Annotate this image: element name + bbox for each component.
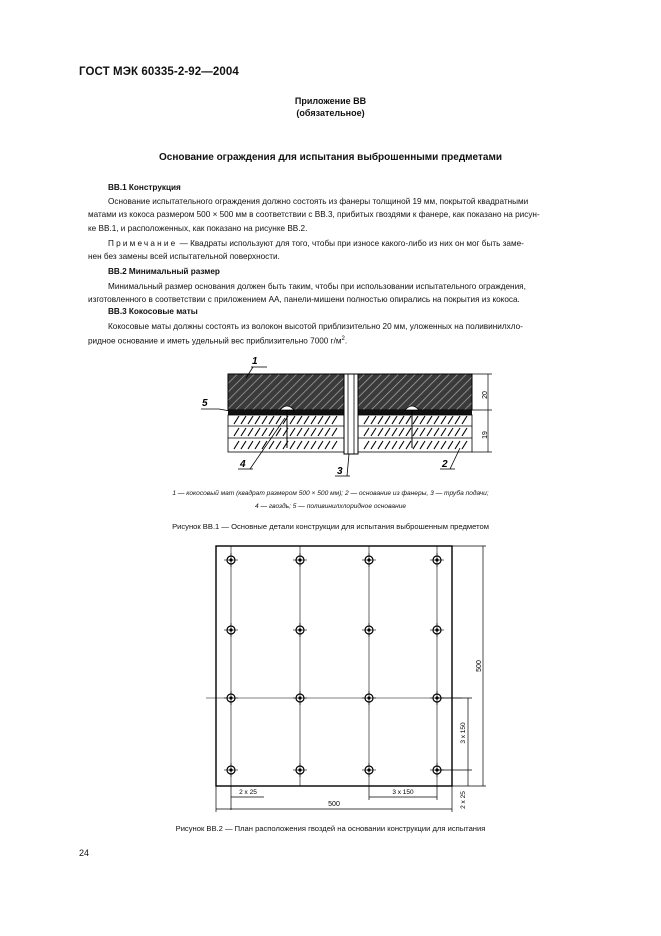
figure-bb1-drawing <box>0 350 661 490</box>
section-bb1-heading: ВВ.1 Конструкция <box>108 183 181 192</box>
annex-name: Приложение ВВ <box>294 96 367 106</box>
dim-right-mid: 3 x 150 <box>460 722 467 744</box>
label-1: 1 <box>252 356 258 367</box>
section-bb2-paragraph <box>88 280 613 307</box>
section-bb2-heading: ВВ.2 Минимальный размер <box>108 267 220 276</box>
bb1-line-2: матами из кокоса размером 500 × 500 мм в соответствии с ВВ.3, прибитых гвоздями к фанере, как показано на рисун- <box>88 210 540 220</box>
figure-bb1-caption: Рисунок ВВ.1 — Основные детали конструкции для испытания выброшенным предметом <box>172 522 489 531</box>
nail-marker <box>293 623 307 637</box>
dim-right-bottom: 2 x 25 <box>460 791 467 809</box>
dim-bottom-total: 500 <box>328 801 340 808</box>
bb3-superscript: 2 <box>341 336 345 343</box>
pvc-base-left <box>228 410 344 415</box>
label-4: 4 <box>240 459 246 470</box>
plywood-right <box>358 374 472 410</box>
label-3: 3 <box>337 466 343 477</box>
page-number: 24 <box>79 848 90 858</box>
nail-marker <box>224 623 238 637</box>
nail-marker <box>224 763 238 777</box>
figure-bb2-caption: Рисунок ВВ.2 — План расположения гвоздей на основании конструкции для испытания <box>175 824 486 833</box>
bb3-line-1: Кокосовые маты должны состоять из волокон высотой приблизительно 20 мм, уложенных на поливинилхло- <box>108 322 523 331</box>
nail-marker <box>224 553 238 567</box>
figure-bb1-dimensions <box>472 374 492 452</box>
nail-marker <box>293 763 307 777</box>
bb1-line-3: ке ВВ.1, и расположенных, как показано на рисунке ВВ.2. <box>88 223 308 233</box>
figure-bb1-legend-line-1: 1 — кокосовый мат (квадрат размером 500 × 500 мм); 2 — основание из фанеры, 3 — труба подачи; <box>172 490 489 497</box>
nail-marker <box>362 691 376 705</box>
pvc-base-right <box>358 410 472 415</box>
note-label: Примечание <box>108 239 178 248</box>
section-bb3-heading: ВВ.3 Кокосовые маты <box>108 307 198 316</box>
nail-marker <box>293 691 307 705</box>
bb2-line-1: Минимальный размер основания должен быть таким, чтобы при использовании испытательного ограждения, <box>108 282 526 291</box>
bb3-line-end: . <box>344 337 348 347</box>
nail-marker <box>362 553 376 567</box>
dim-right-total: 500 <box>476 660 483 672</box>
base-outline <box>216 546 452 786</box>
label-5: 5 <box>202 398 208 409</box>
label-2: 2 <box>442 459 448 470</box>
nail-marker <box>430 553 444 567</box>
figure-bb1-legend-line-2: 4 — гвоздь; 5 — поливинилхлоридное основание <box>254 503 407 510</box>
grid-lines <box>206 546 462 786</box>
note-line-1: — Квадраты используют для того, чтобы при износе какого-либо из них он мог быть заме- <box>177 239 524 248</box>
standard-header: ГОСТ МЭК 60335-2-92—2004 <box>79 66 239 78</box>
plywood-left <box>228 374 344 410</box>
dim-bottom-mid: 3 x 150 <box>392 789 414 796</box>
section-bb3-paragraph <box>88 320 613 349</box>
dim-plywood: 20 <box>482 391 489 399</box>
annex-title: Основание ограждения для испытания выброшенными предметами <box>158 152 502 163</box>
bb1-line-1: Основание испытательного ограждения должно состоять из фанеры толщиной 19 мм, покрытой квадратными <box>108 197 529 206</box>
note-line-2: нен без замены всей испытательной поверхности. <box>88 252 280 262</box>
dim-bottom-left: 2 x 25 <box>239 789 257 796</box>
nail-marker <box>224 691 238 705</box>
feed-pipe <box>344 374 358 454</box>
bb2-line-2: изготовленного в соответствии с приложением АА, панели-мишени полностью опирались на покрытия из кокоса. <box>88 295 520 305</box>
nail-marker <box>293 553 307 567</box>
nail-marker <box>362 623 376 637</box>
nail-grid <box>224 553 444 777</box>
section-bb1-note <box>88 237 613 264</box>
section-bb1-paragraph <box>88 195 613 235</box>
bb3-line-2: ридное основание и иметь удельный вес приблизительно 7000 г/м <box>88 337 342 347</box>
nail-marker <box>362 763 376 777</box>
dim-mat: 19 <box>482 431 489 439</box>
nail-marker <box>430 623 444 637</box>
figure-bb2-drawing <box>0 540 661 820</box>
annex-status: (обязательное) <box>296 108 365 118</box>
